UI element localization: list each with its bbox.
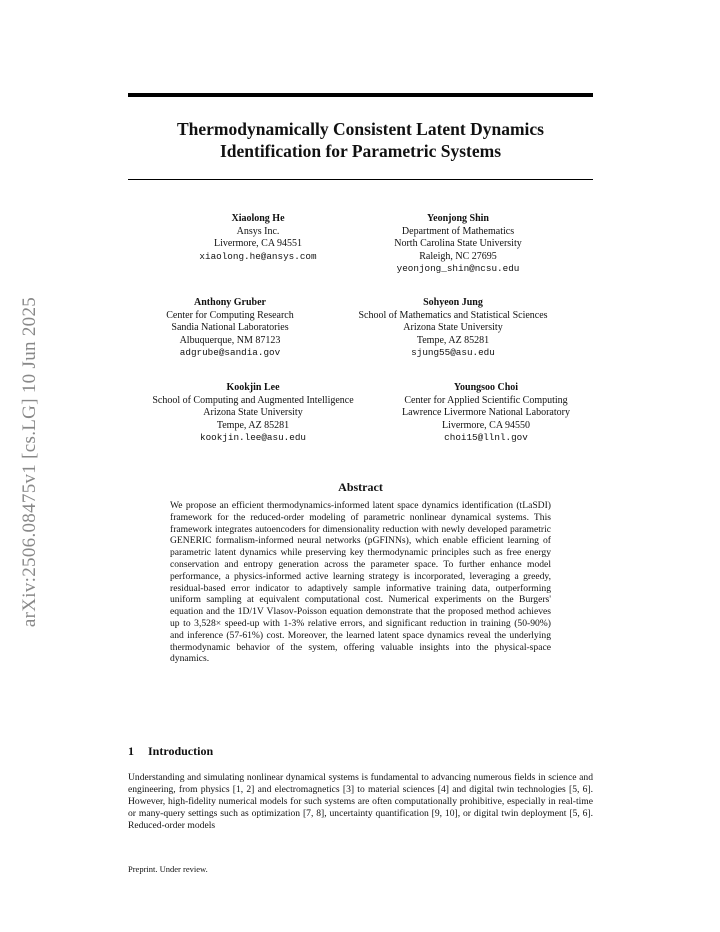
author-affiliation: Center for Computing Research: [166, 309, 294, 321]
section-heading: [128, 744, 213, 759]
introduction-text: Understanding and simulating nonlinear dynamical systems is fundamental to advancing numerous fields in science and engineering, from physics [1, 2] and electromagnetics [3] to material sciences [4] and digital twin technologies [5, 6]. However, high-fidelity numerical models for such systems are often computationally prohibitive, especially in real-time or many-query settings such as optimization [7, 8], uncertainty quantification [9, 10], or digital twin deployment [5, 6]. Reduced-order models: [128, 772, 593, 831]
author-location: Raleigh, NC 27695: [419, 250, 497, 262]
author-location: Albuquerque, NM 87123: [179, 334, 281, 346]
author-block: [143, 213, 373, 263]
author-name: Anthony Gruber: [194, 297, 266, 308]
author-email[interactable]: yeonjong_shin@ncsu.edu: [396, 263, 520, 274]
author-affiliation: Center for Applied Scientific Computing: [404, 394, 568, 406]
author-block: [328, 297, 578, 360]
paper-title: [128, 118, 593, 162]
arxiv-sidebar: [10, 262, 50, 662]
author-email[interactable]: kookjin.lee@asu.edu: [199, 432, 306, 443]
footer-note: Preprint. Under review.: [128, 864, 208, 874]
author-name: Sohyeon Jung: [423, 297, 483, 308]
author-location: Tempe, AZ 85281: [416, 334, 490, 346]
author-location: Tempe, AZ 85281: [216, 419, 290, 431]
author-block: [115, 297, 345, 360]
author-block: [361, 382, 611, 445]
author-affiliation: Lawrence Livermore National Laboratory: [402, 407, 570, 418]
title-line-2: Identification for Parametric Systems: [219, 141, 502, 161]
author-location: Livermore, CA 94551: [213, 238, 303, 249]
abstract-text: We propose an efficient thermodynamics-informed latent space dynamics identification (tLaSDI) framework for the reduced-order modeling of parametric nonlinear dynamical systems. This framework integrates autoencoders for dimensionality reduction with newly developed parametric GENERIC formalism-informed neural networks (pGFINNs), which enable efficient learning of parametric latent dynamics while preserving key thermodynamic principles such as free energy conservation and entropy generation across the parameter space. To further enhance model performance, a physics-informed active learning strategy is incorporated, leveraging a greedy, residual-based error indicator to adaptively sample informative training data, outperforming uniform sampling at equivalent computational cost. Numerical experiments on the Burgers' equation and the 1D/1V Vlasov-Poisson equation demonstrate that the proposed method achieves up to 3,528× speed-up with 1-3% relative errors, and significant reduction in training (50-90%) and inference (57-61%) cost. Moreover, the learned latent space dynamics reveal the underlying thermodynamic behavior of the system, offering valuable insights into the physical-space dynamics.: [170, 500, 551, 665]
title-top-rule: [128, 93, 593, 97]
author-affiliation: Arizona State University: [203, 407, 303, 418]
author-affiliation: Sandia National Laboratories: [171, 322, 289, 333]
author-affiliation: School of Computing and Augmented Intelligence: [152, 394, 354, 406]
author-affiliation: Ansys Inc.: [236, 225, 280, 237]
author-affiliation: School of Mathematics and Statistical Sciences: [358, 309, 548, 321]
author-name: Xiaolong He: [231, 213, 285, 224]
author-affiliation: North Carolina State University: [394, 238, 522, 249]
author-name: Yeonjong Shin: [427, 213, 489, 224]
author-email[interactable]: xiaolong.he@ansys.com: [199, 250, 317, 262]
title-bottom-rule: [128, 179, 593, 180]
author-affiliation: Department of Mathematics: [401, 225, 515, 237]
author-affiliation: Arizona State University: [403, 322, 503, 333]
section-title: Introduction: [148, 744, 214, 758]
abstract-heading: Abstract: [338, 480, 383, 494]
author-name: Kookjin Lee: [226, 382, 280, 393]
author-location: Livermore, CA 94550: [441, 419, 531, 431]
author-name: Youngsoo Choi: [453, 382, 519, 393]
arxiv-identifier: arXiv:2506.08475v1 [cs.LG] 10 Jun 2025: [19, 296, 40, 628]
section-number: 1: [128, 744, 134, 758]
title-line-1: Thermodynamically Consistent Latent Dynamics: [176, 119, 544, 139]
author-email[interactable]: choi15@llnl.gov: [444, 432, 528, 443]
author-block: [128, 382, 378, 445]
author-email[interactable]: sjung55@asu.edu: [411, 347, 495, 358]
author-email[interactable]: adgrube@sandia.gov: [179, 347, 281, 358]
author-block: [343, 213, 573, 276]
